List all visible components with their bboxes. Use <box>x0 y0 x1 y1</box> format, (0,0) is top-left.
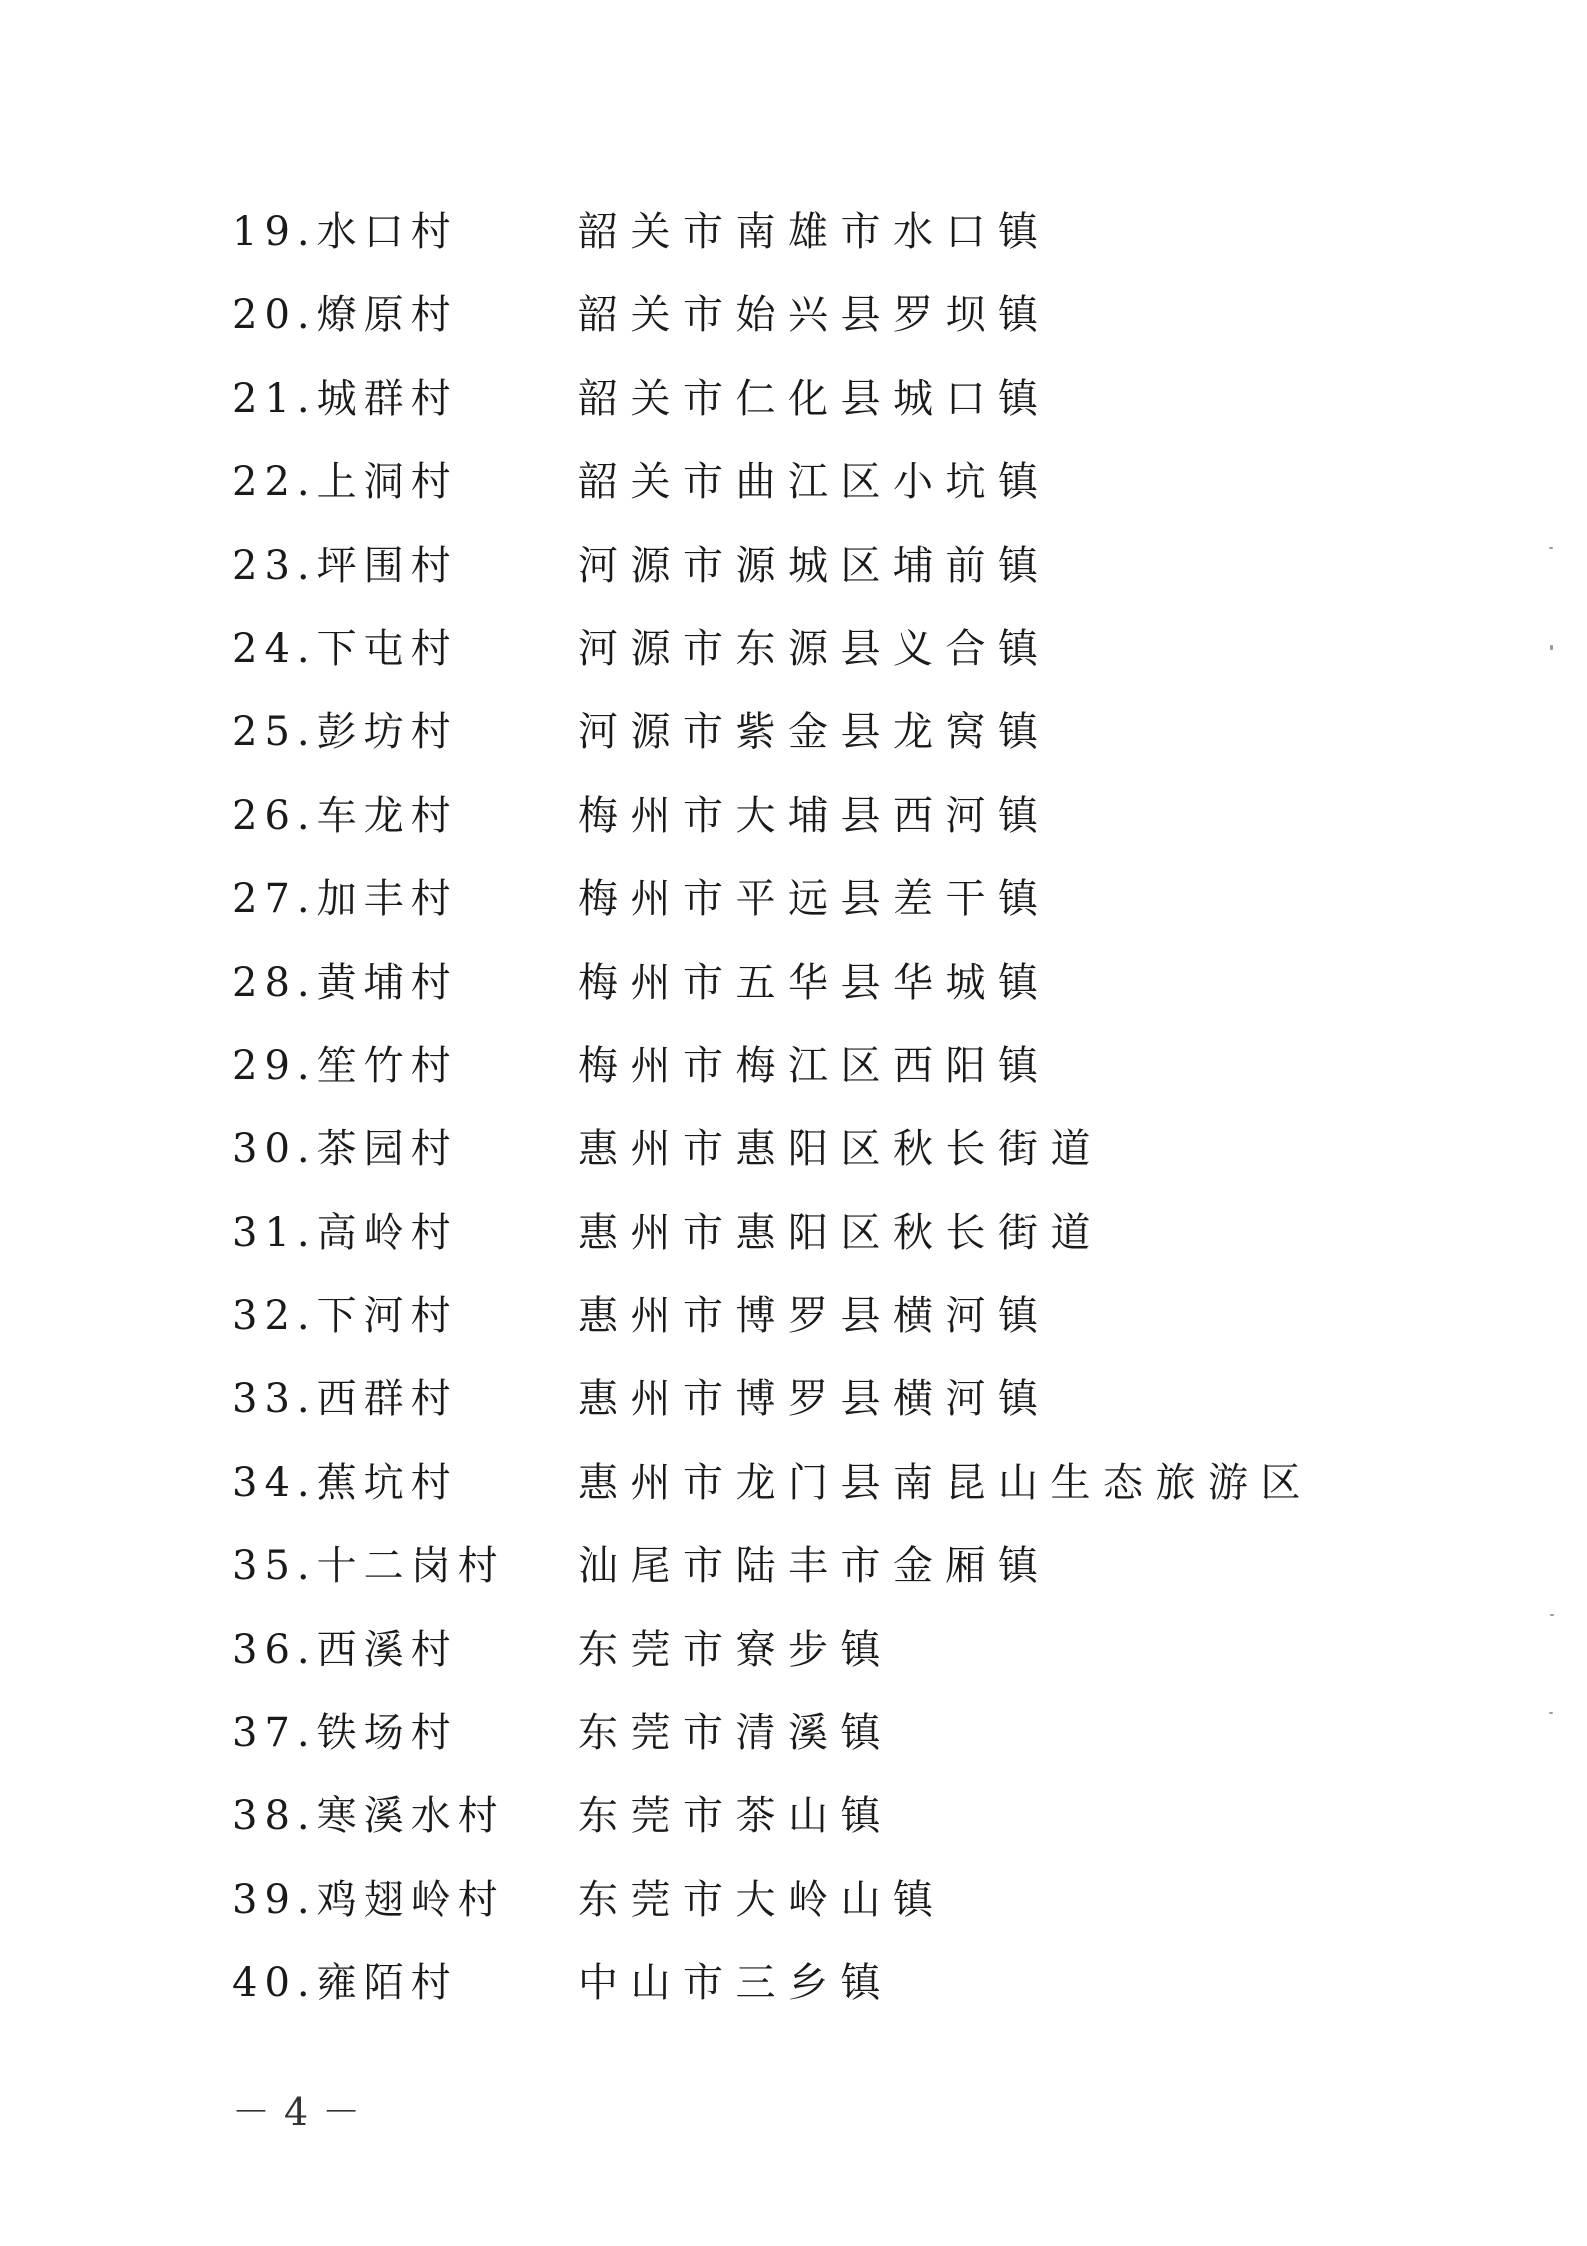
list-item <box>232 1784 1332 1867</box>
village-name: 35.十二岗村 <box>232 1543 505 1590</box>
village-location: 东莞市寮步镇 <box>578 1626 893 1673</box>
list-item <box>232 200 1332 283</box>
village-location: 惠州市惠阳区秋长街道 <box>578 1126 1103 1173</box>
list-item <box>232 1951 1332 2034</box>
village-location: 惠州市惠阳区秋长街道 <box>578 1209 1103 1256</box>
list-item <box>232 1034 1332 1117</box>
village-name: 39.鸡翅岭村 <box>232 1876 505 1923</box>
village-location: 梅州市梅江区西阳镇 <box>578 1042 1051 1089</box>
scan-speck <box>1550 645 1553 650</box>
village-location: 韶关市曲江区小坑镇 <box>578 459 1051 506</box>
village-location: 东莞市清溪镇 <box>578 1710 893 1757</box>
village-name: 38.寒溪水村 <box>232 1793 505 1840</box>
list-item <box>232 951 1332 1034</box>
list-item <box>232 450 1332 533</box>
village-name: 29.笙竹村 <box>232 1042 458 1089</box>
village-name: 23.坪围村 <box>232 542 458 589</box>
village-name: 20.燎原村 <box>232 292 458 339</box>
village-location: 东莞市茶山镇 <box>578 1793 893 1840</box>
list-item <box>232 1534 1332 1617</box>
village-name: 22.上洞村 <box>232 459 458 506</box>
list-item <box>232 283 1332 366</box>
list-item <box>232 700 1332 783</box>
village-name: 21.城群村 <box>232 375 458 422</box>
village-name: 36.西溪村 <box>232 1626 458 1673</box>
list-item <box>232 1284 1332 1367</box>
village-name: 31.高岭村 <box>232 1209 458 1256</box>
list-item <box>232 534 1332 617</box>
page-number: －4－ <box>232 2090 375 2134</box>
village-location: 梅州市平远县差干镇 <box>578 876 1051 923</box>
village-name: 19.水口村 <box>232 209 458 255</box>
village-name: 34.蕉坑村 <box>232 1459 458 1506</box>
village-location: 河源市东源县义合镇 <box>578 625 1051 672</box>
scan-speck <box>1549 547 1553 549</box>
scan-speck <box>1550 1614 1554 1616</box>
village-name: 30.茶园村 <box>232 1126 458 1173</box>
village-location: 河源市源城区埔前镇 <box>578 542 1051 589</box>
scan-speck <box>1549 1712 1553 1714</box>
village-name: 25.彭坊村 <box>232 709 458 756</box>
village-list <box>232 200 1332 2035</box>
village-location: 梅州市五华县华城镇 <box>578 959 1051 1006</box>
list-item <box>232 1117 1332 1200</box>
list-item <box>232 1701 1332 1784</box>
list-item <box>232 867 1332 950</box>
village-name: 37.铁场村 <box>232 1710 458 1757</box>
list-item <box>232 784 1332 867</box>
village-location: 东莞市大岭山镇 <box>578 1876 946 1923</box>
village-location: 韶关市南雄市水口镇 <box>578 209 1051 255</box>
list-item <box>232 1618 1332 1701</box>
village-name: 24.下屯村 <box>232 625 458 672</box>
village-name: 26.车龙村 <box>232 792 458 839</box>
village-location: 梅州市大埔县西河镇 <box>578 792 1051 839</box>
list-item <box>232 367 1332 450</box>
village-location: 韶关市仁化县城口镇 <box>578 375 1051 422</box>
list-item <box>232 1367 1332 1450</box>
list-item <box>232 1868 1332 1951</box>
village-name: 27.加丰村 <box>232 876 458 923</box>
list-item <box>232 1201 1332 1284</box>
village-name: 32.下河村 <box>232 1293 458 1340</box>
list-item <box>232 617 1332 700</box>
village-location: 惠州市龙门县南昆山生态旅游区 <box>578 1459 1313 1506</box>
village-name: 28.黄埔村 <box>232 959 458 1006</box>
village-name: 33.西群村 <box>232 1376 458 1423</box>
village-location: 河源市紫金县龙窝镇 <box>578 709 1051 756</box>
village-location: 惠州市博罗县横河镇 <box>578 1376 1051 1423</box>
list-item <box>232 1451 1332 1534</box>
village-name: 40.雍陌村 <box>232 1960 458 2007</box>
village-location: 中山市三乡镇 <box>578 1960 893 2007</box>
village-location: 惠州市博罗县横河镇 <box>578 1293 1051 1340</box>
village-location: 韶关市始兴县罗坝镇 <box>578 292 1051 339</box>
village-location: 汕尾市陆丰市金厢镇 <box>578 1543 1051 1590</box>
